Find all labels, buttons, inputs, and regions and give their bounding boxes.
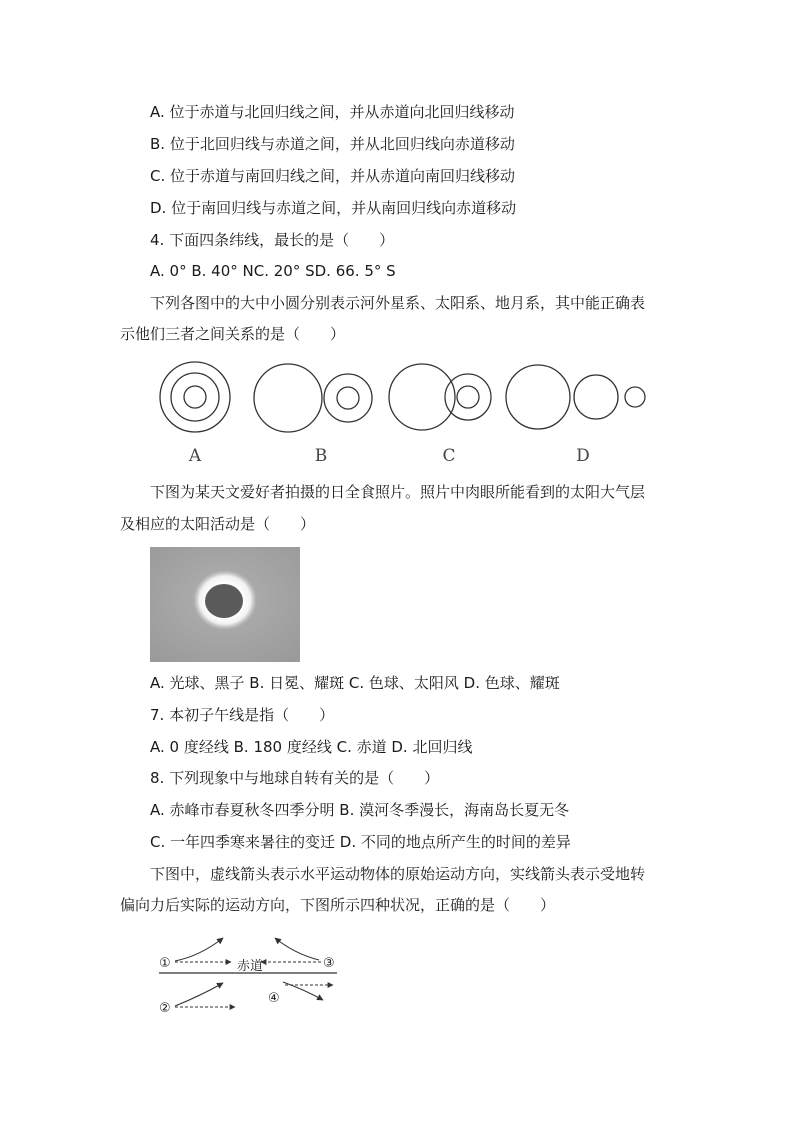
q3-option-c: C. 位于赤道与南回归线之间，并从赤道向南回归线移动 — [150, 167, 516, 185]
arrow-3-solid — [275, 938, 319, 960]
solar-eclipse-photo — [150, 547, 300, 662]
figure-d-medium-circle — [574, 375, 618, 419]
q8-options-line2: C. 一年四季寒来暑往的变迁 D. 不同的地点所产生的时间的差异 — [150, 833, 571, 851]
q6-stem-line2: 及相应的太阳活动是（ ） — [120, 515, 316, 533]
figure-c-medium-circle — [445, 374, 491, 420]
figure-label-c: C — [442, 446, 456, 466]
figure-b-large-circle — [254, 364, 322, 432]
figure-b-medium-circle — [324, 374, 372, 422]
figure-a-medium-circle — [171, 373, 219, 421]
marker-1: ① — [159, 956, 171, 971]
q3-option-d: D. 位于南回归线与赤道之间，并从南回归线向赤道移动 — [150, 199, 517, 217]
figure-c-small-circle — [457, 386, 479, 408]
q7-options: A. 0 度经线 B. 180 度经线 C. 赤道 D. 北回归线 — [150, 738, 473, 756]
q3-option-a: A. 位于赤道与北回归线之间，并从赤道向北回归线移动 — [150, 103, 515, 121]
figure-a-small-circle — [184, 386, 206, 408]
figure-b-small-circle — [337, 387, 359, 409]
arrow-2-solid — [175, 983, 223, 1006]
figure-label-a: A — [188, 446, 202, 466]
q9-stem-line1: 下图中，虚线箭头表示水平运动物体的原始运动方向，实线箭头表示受地转 — [150, 865, 646, 883]
figure-label-b: B — [314, 446, 328, 466]
q6-stem-line1: 下图为某天文爱好者拍摄的日全食照片。照片中肉眼所能看到的太阳大气层 — [150, 483, 646, 501]
q5-stem-line2: 示他们三者之间关系的是（ ） — [120, 325, 346, 343]
marker-2: ② — [159, 1001, 171, 1016]
arrow-1-solid — [175, 938, 223, 961]
figure-d-small-circle — [625, 387, 645, 407]
q7-stem: 7. 本初子午线是指（ ） — [150, 706, 335, 724]
q4-options: A. 0° B. 40° NC. 20° SD. 66. 5° S — [150, 262, 396, 280]
figure-label-d: D — [576, 446, 590, 466]
moon-disk — [205, 584, 243, 618]
q6-options: A. 光球、黑子 B. 日冕、耀斑 C. 色球、太阳风 D. 色球、耀斑 — [150, 674, 560, 692]
figure-d-large-circle — [506, 365, 570, 429]
q5-stem-line1: 下列各图中的大中小圆分别表示河外星系、太阳系、地月系，其中能正确表 — [150, 294, 646, 312]
coriolis-arrows-figure — [155, 930, 345, 1020]
q8-options-line1: A. 赤峰市春夏秋冬四季分明 B. 漠河冬季漫长，海南岛长夏无冬 — [150, 801, 570, 819]
q3-option-b: B. 位于北回归线与赤道之间，并从北回归线向赤道移动 — [150, 135, 515, 153]
q8-stem: 8. 下列现象中与地球自转有关的是（ ） — [150, 769, 440, 787]
equator-label: 赤道 — [237, 959, 264, 974]
q4-stem: 4. 下面四条纬线，最长的是（ ） — [150, 231, 395, 249]
q9-stem-line2: 偏向力后实际的运动方向，下图所示四种状况，正确的是（ ） — [120, 896, 556, 914]
marker-4: ④ — [268, 991, 280, 1006]
q5-circles-figure — [150, 355, 660, 470]
marker-3: ③ — [323, 956, 335, 971]
